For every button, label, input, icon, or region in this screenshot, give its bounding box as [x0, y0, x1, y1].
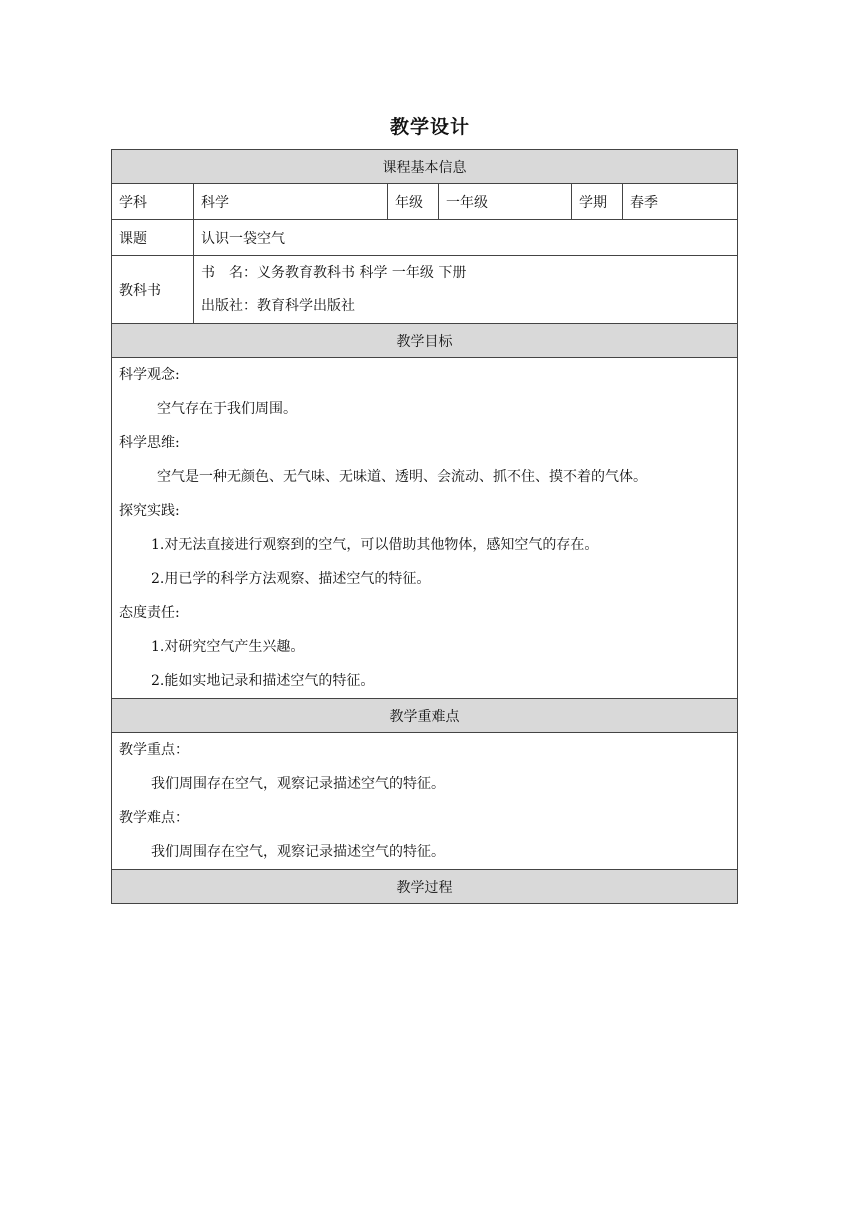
section-header-objectives: 教学目标 [112, 324, 738, 358]
focus-heading: 教学重点： [119, 742, 189, 758]
term-value: 春季 [623, 184, 738, 220]
section-header-process: 教学过程 [112, 870, 738, 904]
topic-label: 课题 [112, 220, 194, 256]
topic-row [112, 220, 738, 256]
section-header-key-points: 教学重难点 [112, 699, 738, 733]
subject-grade-term-row [112, 184, 738, 220]
subject-label: 学科 [112, 184, 194, 220]
attitude-item: 2.能如实地记录和描述空气的特征。 [151, 673, 375, 689]
key-points-content [112, 733, 738, 870]
lesson-plan-table [111, 149, 738, 904]
page-title: 教学设计 [389, 116, 470, 138]
difficulty-heading: 教学难点： [119, 810, 189, 826]
thinking-heading: 科学思维: [119, 435, 180, 451]
subject-value: 科学 [194, 184, 388, 220]
textbook-label: 教科书 [112, 256, 194, 324]
attitude-item: 1.对研究空气产生兴趣。 [151, 639, 305, 655]
difficulty-item: 我们周围存在空气，观察记录描述空气的特征。 [151, 844, 445, 860]
textbook-publisher: 出版社：教育科学出版社 [201, 298, 355, 314]
grade-label: 年级 [388, 184, 439, 220]
attitude-heading: 态度责任: [119, 605, 180, 621]
textbook-row [112, 256, 738, 324]
term-label: 学期 [572, 184, 623, 220]
section-header-basic-info: 课程基本信息 [112, 150, 738, 184]
focus-item: 我们周围存在空气，观察记录描述空气的特征。 [151, 776, 445, 792]
objectives-content [112, 358, 738, 699]
practice-heading: 探究实践: [119, 503, 180, 519]
concept-heading: 科学观念: [119, 367, 180, 383]
concept-item: 空气存在于我们周围。 [157, 401, 297, 417]
topic-value: 认识一袋空气 [194, 220, 738, 256]
textbook-details [194, 256, 738, 324]
practice-item: 2.用已学的科学方法观察、描述空气的特征。 [151, 571, 431, 587]
grade-value: 一年级 [439, 184, 572, 220]
practice-item: 1.对无法直接进行观察到的空气，可以借助其他物体，感知空气的存在。 [151, 537, 599, 553]
textbook-name: 书 名：义务教育教科书 科学 一年级 下册 [201, 265, 467, 281]
thinking-item: 空气是一种无颜色、无气味、无味道、透明、会流动、抓不住、摸不着的气体。 [157, 469, 647, 485]
